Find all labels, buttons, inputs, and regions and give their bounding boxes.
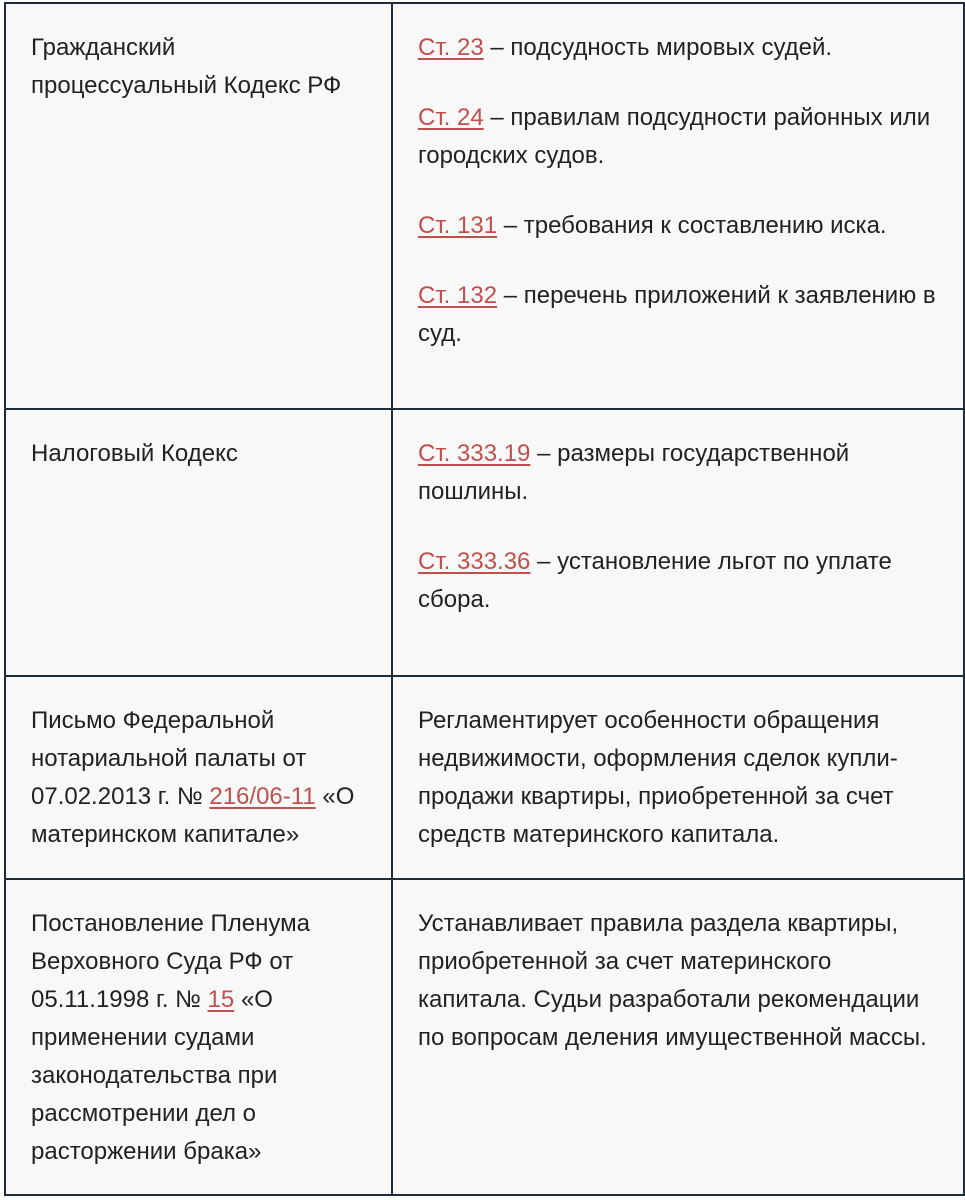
document-link[interactable]: 15 bbox=[207, 986, 235, 1013]
article-item bbox=[418, 277, 939, 353]
law-cell bbox=[5, 676, 392, 879]
article-link[interactable]: Ст. 333.19 bbox=[418, 440, 531, 467]
article-description: – размеры государственной пошлины. bbox=[418, 440, 850, 505]
article-item bbox=[418, 543, 939, 619]
articles-cell bbox=[392, 409, 964, 676]
law-cell bbox=[5, 879, 392, 1195]
law-cell bbox=[5, 409, 392, 676]
law-title: «О применении судами законодательства при рассмотрении дел о расторжении брака» bbox=[31, 986, 278, 1165]
article-description: – правилам подсудности районных или городских судов. bbox=[418, 104, 931, 169]
articles-cell bbox=[392, 3, 964, 409]
law-name: Гражданский процессуальный Кодекс РФ bbox=[31, 34, 342, 99]
article-item bbox=[418, 435, 939, 511]
law-name: Постановление Пленума Верховного Суда РФ от 05.11.1998 г. № bbox=[31, 910, 310, 1013]
law-title: «О материнском капитале» bbox=[31, 783, 355, 848]
law-name: Налоговый Кодекс bbox=[31, 440, 238, 467]
article-link[interactable]: Ст. 132 bbox=[418, 282, 498, 309]
law-cell bbox=[5, 3, 392, 409]
law-name: Письмо Федеральной нотариальной палаты от 07.02.2013 г. № bbox=[31, 707, 307, 810]
description-cell bbox=[392, 879, 964, 1195]
article-item bbox=[418, 207, 939, 245]
article-item bbox=[418, 29, 939, 67]
legal-references-table bbox=[4, 2, 965, 1196]
article-description: – требования к составлению иска. bbox=[497, 212, 887, 239]
article-item bbox=[418, 99, 939, 175]
article-description: – установление льгот по уплате сбора. bbox=[418, 548, 892, 613]
table-row bbox=[5, 879, 964, 1195]
law-description: Регламентирует особенности обращения недвижимости, оформления сделок купли-продажи квартиры, приобретенной за счет средств материнского капитала. bbox=[418, 707, 898, 848]
article-link[interactable]: Ст. 24 bbox=[418, 104, 484, 131]
table-row bbox=[5, 3, 964, 409]
description-cell bbox=[392, 676, 964, 879]
table-row bbox=[5, 409, 964, 676]
article-link[interactable]: Ст. 23 bbox=[418, 34, 484, 61]
article-link[interactable]: Ст. 131 bbox=[418, 212, 498, 239]
article-description: – перечень приложений к заявлению в суд. bbox=[418, 282, 936, 347]
document-link[interactable]: 216/06-11 bbox=[209, 783, 316, 810]
article-link[interactable]: Ст. 333.36 bbox=[418, 548, 531, 575]
law-description: Устанавливает правила раздела квартиры, приобретенной за счет материнского капитала. Судьи разработали рекомендации по вопросам деления имущественной массы. bbox=[418, 910, 927, 1051]
table-row bbox=[5, 676, 964, 879]
article-description: – подсудность мировых судей. bbox=[483, 34, 833, 61]
